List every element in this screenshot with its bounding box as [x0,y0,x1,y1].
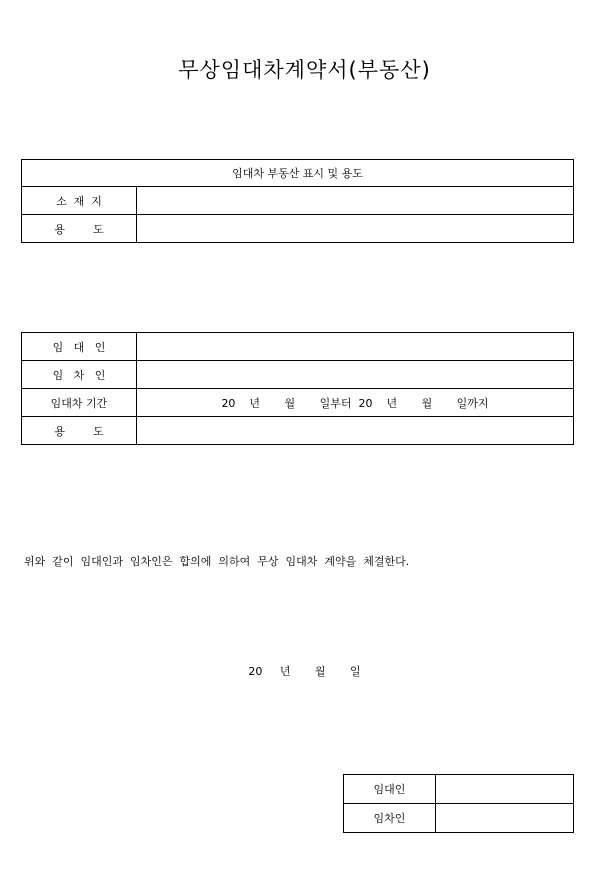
signature-lessee-label: 임차인 [344,804,436,833]
lease-period-label: 임대차 기간 [22,389,137,417]
location-value[interactable] [137,187,574,215]
signature-lessor-label: 임대인 [344,775,436,804]
document-title: 무상임대차계약서(부동산) [178,58,431,82]
lease-period-value[interactable]: 20 년 월 일부터 20 년 월 일까지 [137,389,574,417]
property-usage-label: 용 도 [22,215,137,243]
signature-lessor-value[interactable] [436,775,574,804]
location-label: 소 재 지 [22,187,137,215]
contract-date: 20 년 월 일 [248,665,361,678]
agreement-statement: 위와 같이 임대인과 임차인은 합의에 의하여 무상 임대차 계약을 체결한다. [24,555,410,568]
usage-value[interactable] [137,417,574,445]
signature-table [343,774,574,833]
lessee-label: 임 차 인 [22,361,137,389]
signature-lessee-value[interactable] [436,804,574,833]
parties-table [21,332,574,445]
lessor-value[interactable] [137,333,574,361]
lessee-value[interactable] [137,361,574,389]
property-usage-value[interactable] [137,215,574,243]
property-table [21,159,574,243]
usage-label: 용 도 [22,417,137,445]
lessor-label: 임 대 인 [22,333,137,361]
property-table-header: 임대차 부동산 표시 및 용도 [22,160,574,187]
